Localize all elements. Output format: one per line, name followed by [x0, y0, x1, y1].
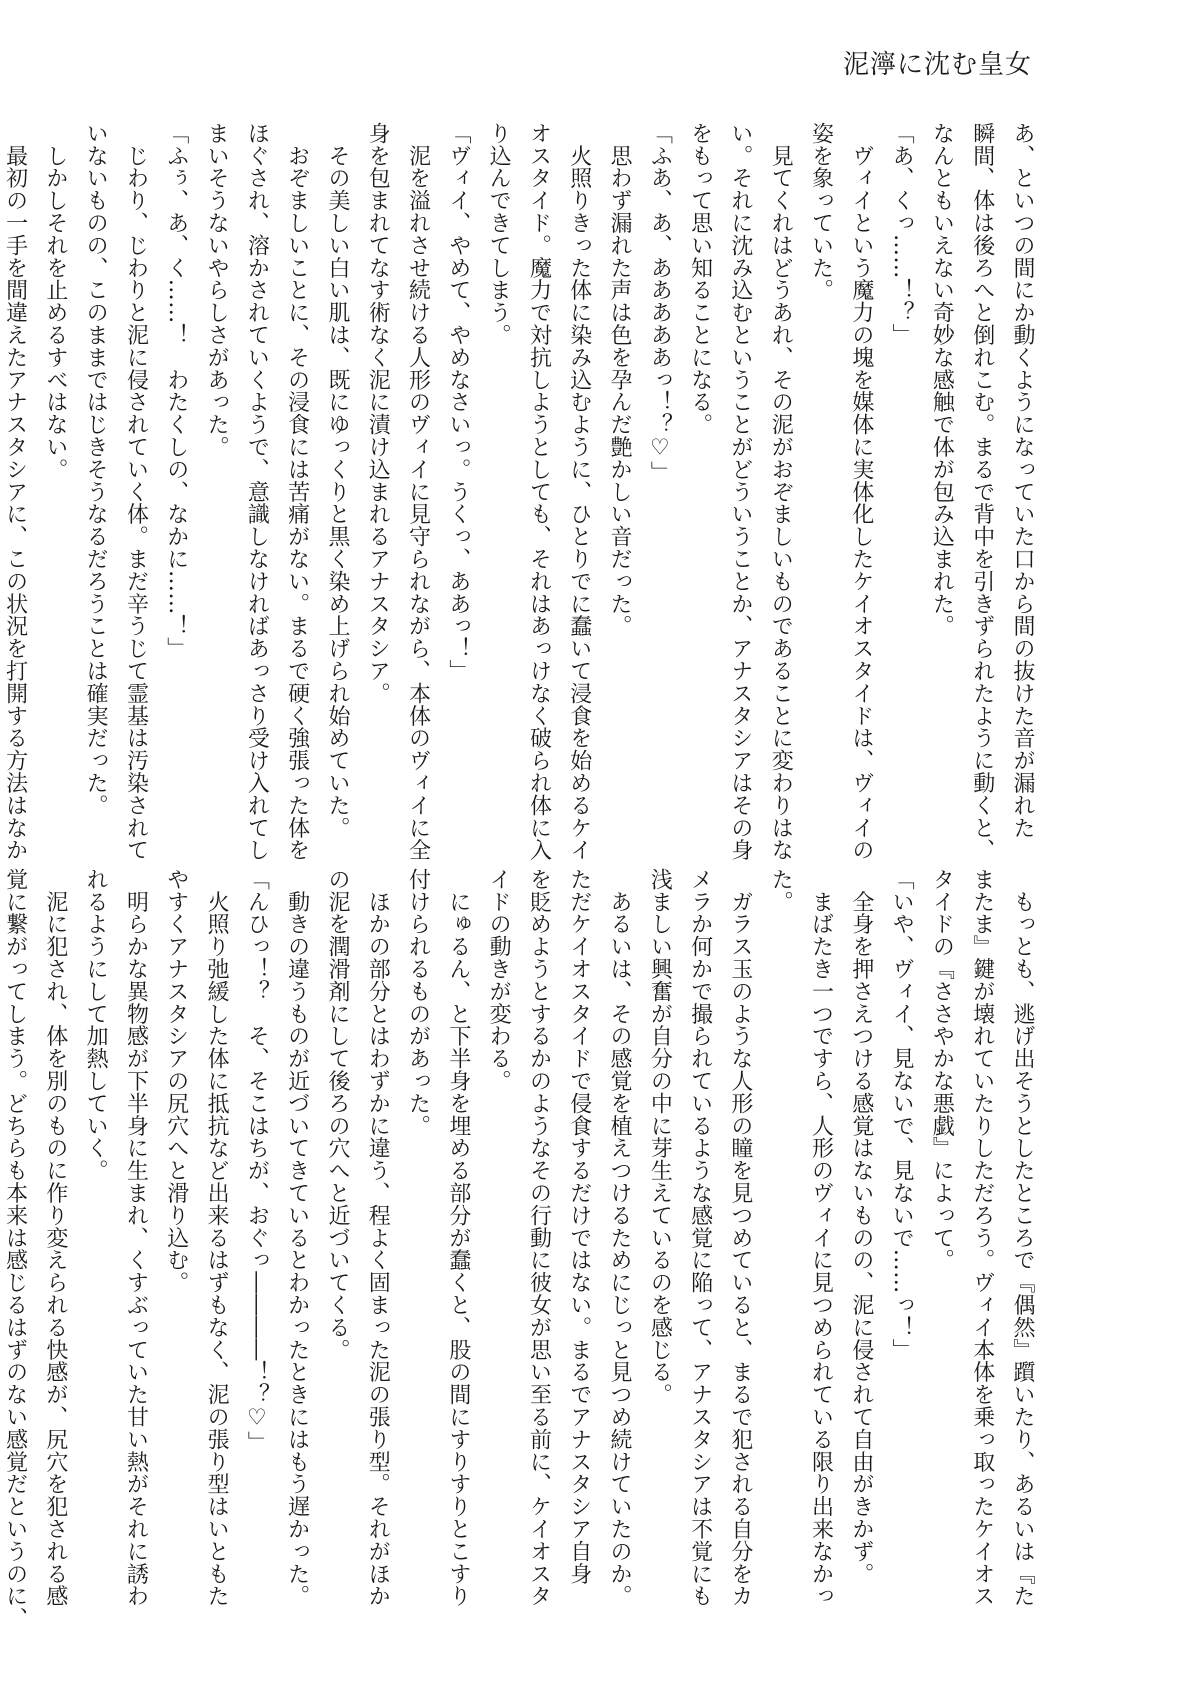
text-line: 最初の一手を間違えたアナスタシアに、この状況を打開する方法はなか [2, 122, 28, 862]
text-line: なんともいえない奇妙な感触で体が包み込まれた。 [929, 122, 955, 638]
text-line: ただケイオスタイドで侵食するだけではない。まるでアナスタシア自身 [566, 868, 592, 1585]
text-line: ガラス玉のような人形の瞳を見つめていると、まるで犯される自分をカ [727, 868, 753, 1608]
text-line: メラか何かで撮られているような感覚に陥って、アナスタシアは不覚にも [687, 868, 713, 1608]
text-line: れるようにして加熱していく。 [83, 868, 109, 1182]
text-line: 明らかな異物感が下半身に生まれ、くすぶっていた甘い熱がそれに誘わ [123, 868, 149, 1608]
text-line: 「ふぅ、あ、く……！ わたくしの、なかに……！」 [163, 122, 189, 660]
text-block-bottom [2, 868, 1042, 1630]
text-line: 見てくれはどうあれ、その泥がおぞましいものであることに変わりはな [768, 122, 794, 862]
text-line: 「あ、くっ……！？」 [889, 122, 915, 346]
text-line: をもって思い知ることになる。 [687, 122, 713, 436]
text-line: いないものの、このままではじきそうなるだろうことは確実だった。 [83, 122, 109, 817]
text-line: 動きの違うものが近づいてきているとわかったときにはもう遅かった。 [284, 868, 310, 1608]
text-line: 付けられるものがあった。 [405, 868, 431, 1137]
text-line: あ、といつの間にか動くようになっていた口から間の抜けた音が漏れた [1010, 122, 1035, 839]
text-line: 「ヴィイ、やめて、やめなさいっ。うくっ、ああっ！」 [445, 122, 471, 682]
text-line: またま』鍵が壊れていたりしただろう。ヴィイ本体を乗っ取ったケイオス [969, 868, 995, 1608]
text-line: 火照り弛緩した体に抵抗など出来るはずもなく、泥の張り型はいともた [204, 868, 230, 1608]
text-line: 泥を溢れさせ続ける人形のヴィイに見守られながら、本体のヴィイに全 [405, 122, 431, 862]
text-line: 思わず漏れた声は色を孕んだ艶かしい音だった。 [607, 122, 633, 638]
text-line: 浅ましい興奮が自分の中に芽生えているのを感じる。 [647, 868, 673, 1406]
text-line: まいそうないやらしさがあった。 [204, 122, 230, 458]
text-line: 姿を象っていた。 [808, 122, 834, 302]
text-line: を貶めようとするかのようなその行動に彼女が思い至る前に、ケイオスタ [526, 868, 552, 1608]
text-line: やすくアナスタシアの尻穴へと滑り込む。 [163, 868, 189, 1294]
text-line: 全身を押さえつける感覚はないものの、泥に侵されて自由がきかず。 [848, 868, 874, 1585]
text-line: イドの動きが変わる。 [486, 868, 512, 1092]
text-line: オスタイド。魔力で対抗しようとしても、それはあっけなく破られ体に入 [526, 122, 552, 862]
text-line: しかしそれを止めるすべはない。 [42, 122, 68, 481]
text-line: り込んできてしまう。 [486, 122, 512, 346]
text-line: い。それに沈み込むということがどういうことか、アナスタシアはその身 [727, 122, 753, 862]
text-line: 「いや、ヴィイ、見ないで、見ないで……っ！」 [889, 868, 915, 1361]
text-line: おぞましいことに、その浸食には苦痛がない。まるで硬く強張った体を [284, 122, 310, 862]
text-line: じわり、じわりと泥に侵されていく体。まだ辛うじて霊基は汚染されて [123, 122, 149, 862]
text-line: 火照りきった体に染み込むように、ひとりでに蠢いて浸食を始めるケイ [566, 122, 592, 862]
text-line: あるいは、その感覚を植えつけるためにじっと見つめ続けていたのか。 [607, 868, 633, 1608]
text-line: 「んひっ！？ そ、そこはちが、おぐっ――――！？♡」 [244, 868, 270, 1454]
text-line: た。 [768, 868, 794, 913]
text-line: ほぐされ、溶かされていくようで、意識しなければあっさり受け入れてし [244, 122, 270, 862]
text-line: まばたき一つですら、人形のヴィイに見つめられている限り出来なかっ [808, 868, 834, 1608]
text-line: の泥を潤滑剤にして後ろの穴へと近づいてくる。 [324, 868, 350, 1361]
text-line: タイドの『ささやかな悪戯』によって。 [929, 868, 955, 1272]
text-line: ほかの部分とはわずかに違う、程よく固まった泥の張り型。それがほか [365, 868, 391, 1608]
text-line: 覚に繋がってしまう。どちらも本来は感じるはずのない感覚だというのに、 [2, 868, 28, 1630]
text-line: ヴィイという魔力の塊を媒体に実体化したケイオスタイドは、ヴィイの [848, 122, 874, 862]
text-line: にゅるん、と下半身を埋める部分が蠢くと、股の間にすりすりとこすり [445, 868, 471, 1608]
text-line: もっとも、逃げ出そうとしたところで『偶然』躓いたり、あるいは『た [1010, 868, 1035, 1608]
text-block-top [2, 122, 1042, 862]
text-line: 泥に犯され、体を別のものに作り変えられる快感が、尻穴を犯される感 [42, 868, 68, 1608]
text-line: 瞬間、体は後ろへと倒れこむ。まるで背中を引きずられたように動くと、 [969, 122, 995, 862]
text-line: 「ふあ、あ、あああああっ！？♡」 [647, 122, 673, 484]
running-head-title: 泥濘に沈む皇女 [842, 50, 1032, 80]
text-line: その美しい白い肌は、既にゆっくりと黒く染め上げられ始めていた。 [324, 122, 350, 839]
text-line: 身を包まれてなす術なく泥に漬け込まれるアナスタシア。 [365, 122, 391, 705]
